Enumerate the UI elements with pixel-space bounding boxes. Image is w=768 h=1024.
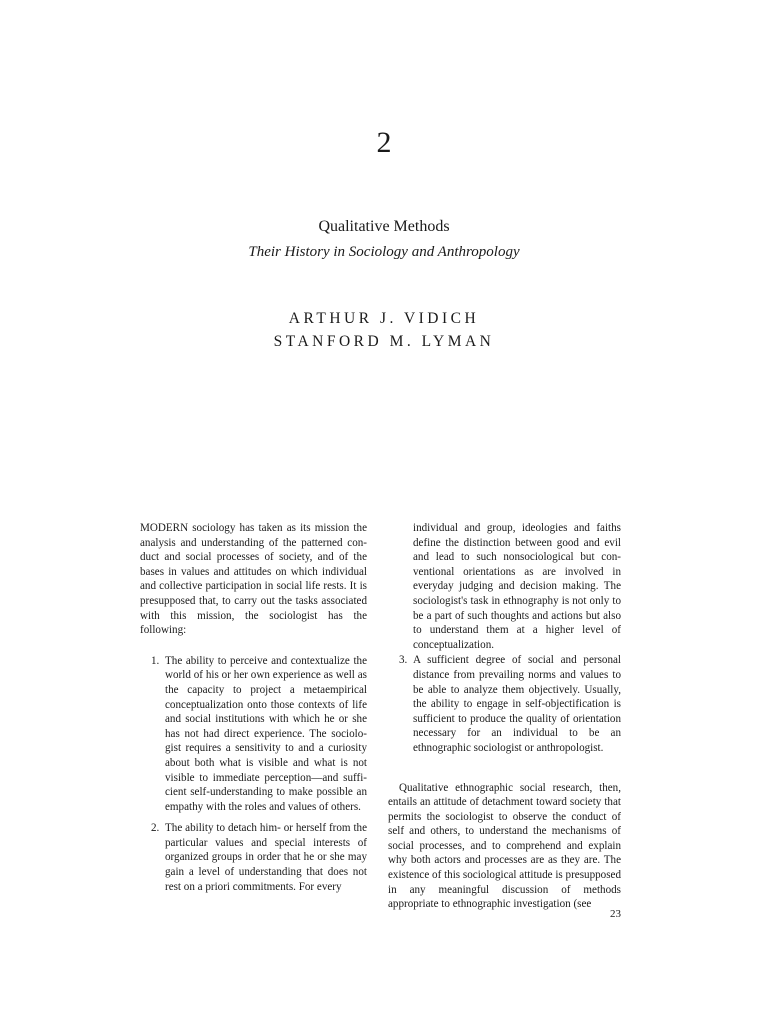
list-item-text: The ability to detach him- or herself from the particular values and special interests of organized groups in order that he or she may gain a level of understanding that does not rest on a priori commitments. For every — [165, 822, 367, 893]
chapter-number: 2 — [376, 126, 392, 159]
list-item — [388, 653, 621, 755]
list-item-number: 1. — [151, 654, 160, 667]
right-column — [388, 521, 621, 912]
list-item-number: 3. — [399, 654, 408, 667]
list-item-text: individual and group, ideologies and faiths define the distinction between good and evil and lead to such nonsociological but conventional orientations as are involved in everyday judging and decision making. The sociologist's task in ethnography is not only to be a part of such thoughts and actions but also to understand them at a higher level of conceptualization. — [413, 522, 621, 651]
chapter-title: Qualitative Methods — [318, 218, 450, 235]
body-paragraph: Qualitative ethnographic social research, then, entails an attitude of detachment toward society that permits the sociologist to observe the conduct of self and others, to understand the mechanisms of social processes, and to comprehend and explain why both actors and processes are as they are. The existence of this sociological attitude is presupposed in any meaningful discussion of methods appropriate to ethnographic investigation (see — [388, 781, 621, 911]
author-name: ARTHUR J. VIDICH — [288, 310, 480, 327]
author-name: STANFORD M. LYMAN — [273, 333, 495, 350]
list-item — [140, 821, 367, 894]
requirements-list-continued — [388, 521, 621, 756]
list-item-text: The ability to perceive and contextualize the world of his or her own experience as well as the capacity to project a metaempirical conceptualization onto those contexts of life and social institutions with which he or she has not had direct experience. The sociologist requires a sensitivity to and a curiosity about both what is visible and what is not visible to immediate perception—and sufficient self-understanding to make possible an empathy with the roles and values of others. — [165, 654, 367, 813]
left-column — [140, 521, 367, 894]
list-item — [140, 654, 367, 815]
list-item-continuation — [388, 521, 621, 652]
list-item-number: 2. — [151, 822, 160, 835]
requirements-list — [140, 654, 367, 895]
intro-paragraph: MODERN sociology has taken as its mission the analysis and understanding of the patterned conduct and social processes of society, and of the bases in values and attitudes on which individual and collective participation in social life rests. It is presupposed that, to carry out the tasks associated with this mission, the sociologist has the following: — [140, 522, 367, 637]
page-number: 23 — [610, 908, 621, 920]
chapter-subtitle: Their History in Sociology and Anthropology — [248, 244, 520, 260]
list-item-text: A sufficient degree of social and personal distance from prevailing norms and values to be able to analyze them objectively. Usually, the ability to engage in self-objectification is sufficient to produce the quality of orientation necessary for an individual to be an ethnographic sociologist or anthropologist. — [413, 654, 621, 754]
